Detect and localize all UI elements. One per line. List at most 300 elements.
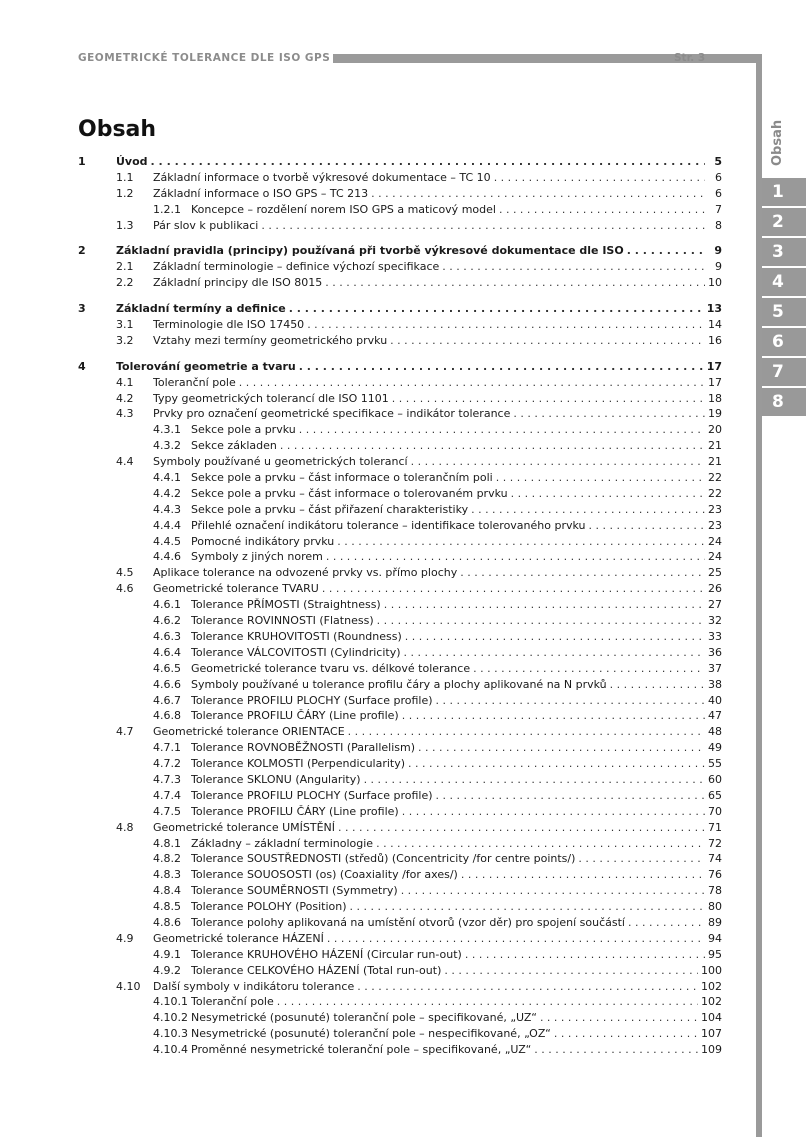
toc-entry-title: Koncepce – rozdělení norem ISO GPS a maticový model bbox=[191, 202, 496, 216]
toc-entry-row[interactable] bbox=[78, 518, 722, 534]
toc-entry-number: 4.8 bbox=[116, 820, 134, 834]
toc-entry-row[interactable] bbox=[78, 899, 722, 915]
toc-leader-dots bbox=[377, 613, 705, 629]
toc-entry-title: Tolerance PŘÍMOSTI (Straightness) bbox=[191, 598, 381, 612]
toc-entry-page: 89 bbox=[708, 915, 722, 929]
toc-entry-number: 4.10.3 bbox=[153, 1027, 188, 1041]
toc-entry-row[interactable] bbox=[78, 1042, 722, 1058]
toc-entry-row[interactable] bbox=[78, 218, 722, 234]
toc-entry-row[interactable] bbox=[78, 186, 722, 202]
toc-leader-dots bbox=[299, 359, 704, 375]
toc-entry-row[interactable] bbox=[78, 502, 722, 518]
toc-leader-dots bbox=[376, 836, 705, 852]
toc-entry-number: 4.8.3 bbox=[153, 868, 181, 882]
toc-entry-title: Další symboly v indikátoru tolerance bbox=[153, 979, 355, 993]
toc-entry-line bbox=[191, 645, 722, 661]
toc-entry-page: 18 bbox=[708, 391, 722, 405]
toc-entry-number: 4.8.6 bbox=[153, 915, 181, 929]
toc-entry-title: Tolerance VÁLCOVITOSTI (Cylindricity) bbox=[191, 645, 401, 659]
toc-entry-page: 24 bbox=[708, 550, 722, 564]
toc-entry-line bbox=[191, 899, 722, 915]
toc-entry-row[interactable] bbox=[78, 454, 722, 470]
toc-leader-dots bbox=[408, 756, 705, 772]
toc-leader-dots bbox=[405, 629, 705, 645]
toc-entry-title: Geometrické tolerance TVARU bbox=[153, 582, 319, 596]
toc-entry-row[interactable] bbox=[78, 804, 722, 820]
toc-entry-line bbox=[153, 259, 722, 275]
toc-entry-number: 4.4.3 bbox=[153, 502, 181, 516]
toc-entry-row[interactable] bbox=[78, 915, 722, 931]
toc-entry-title: Základní pravidla (principy) používaná při tvorbě výkresové dokumentace dle ISO bbox=[116, 244, 624, 258]
toc-entry-number: 4.6.6 bbox=[153, 677, 181, 691]
toc-entry-row[interactable] bbox=[78, 391, 722, 407]
toc-entry-page: 109 bbox=[701, 1043, 722, 1057]
toc-leader-dots bbox=[350, 899, 705, 915]
toc-entry-line bbox=[191, 422, 722, 438]
toc-entry-row[interactable] bbox=[78, 486, 722, 502]
toc-entry-number: 4.3 bbox=[116, 407, 134, 421]
toc-entry-row[interactable] bbox=[78, 867, 722, 883]
toc-entry-page: 102 bbox=[701, 995, 722, 1009]
toc-entry-page: 8 bbox=[715, 218, 722, 232]
toc-entry-number: 4.4 bbox=[116, 455, 134, 469]
toc-entry-title: Tolerance polohy aplikovaná na umístění otvorů (vzor děr) pro spojení součástí bbox=[191, 915, 625, 929]
toc-entry-page: 100 bbox=[701, 963, 722, 977]
toc-entry-title: Tolerance POLOHY (Position) bbox=[191, 900, 347, 914]
toc-entry-line bbox=[153, 275, 722, 291]
toc-entry-row[interactable] bbox=[78, 534, 722, 550]
toc-leader-dots bbox=[465, 947, 705, 963]
toc-entry-number: 4.4.2 bbox=[153, 486, 181, 500]
toc-entry-row[interactable] bbox=[78, 836, 722, 852]
toc-entry-row[interactable] bbox=[78, 979, 722, 995]
toc-entry-row[interactable] bbox=[78, 756, 722, 772]
toc-entry-number: 4.7 bbox=[116, 725, 134, 739]
toc-entry-page: 6 bbox=[715, 170, 722, 184]
toc-entry-title: Tolerance PROFILU PLOCHY (Surface profile) bbox=[191, 693, 433, 707]
toc-entry-line bbox=[191, 549, 722, 565]
toc-entry-title: Sekce pole a prvku – část přiřazení charakteristiky bbox=[191, 502, 469, 516]
toc-leader-dots bbox=[496, 470, 705, 486]
table-of-contents bbox=[78, 154, 722, 1058]
toc-entry-line bbox=[116, 359, 722, 375]
toc-entry-line bbox=[191, 661, 722, 677]
toc-entry-line bbox=[153, 170, 722, 186]
toc-chapter-row[interactable] bbox=[78, 154, 722, 170]
toc-entry-number: 4.6.8 bbox=[153, 709, 181, 723]
toc-entry-row[interactable] bbox=[78, 275, 722, 291]
side-tab-8[interactable]: 8 bbox=[762, 388, 806, 416]
toc-entry-line bbox=[153, 391, 722, 407]
toc-entry-number: 4.2 bbox=[116, 391, 134, 405]
toc-entry-row[interactable] bbox=[78, 788, 722, 804]
toc-entry-title: Tolerance KRUHOVÉHO HÁZENÍ (Circular run-out) bbox=[191, 947, 462, 961]
toc-leader-dots bbox=[444, 963, 698, 979]
toc-entry-line bbox=[191, 470, 722, 486]
toc-leader-dots bbox=[384, 597, 705, 613]
toc-entry-page: 55 bbox=[708, 757, 722, 771]
toc-entry-line bbox=[191, 534, 722, 550]
toc-entry-page: 47 bbox=[708, 709, 722, 723]
toc-entry-row[interactable] bbox=[78, 1010, 722, 1026]
toc-entry-row[interactable] bbox=[78, 772, 722, 788]
toc-entry-title: Základní terminologie – definice výchozí specifikace bbox=[153, 260, 440, 274]
toc-leader-dots bbox=[151, 154, 705, 170]
toc-leader-dots bbox=[436, 788, 705, 804]
toc-entry-number: 3.1 bbox=[116, 318, 134, 332]
toc-entry-title: Toleranční pole bbox=[153, 375, 236, 389]
side-tab-4[interactable]: 4 bbox=[762, 268, 806, 296]
toc-entry-number: 4.6.1 bbox=[153, 598, 181, 612]
toc-entry-page: 65 bbox=[708, 788, 722, 802]
toc-entry-page: 19 bbox=[708, 407, 722, 421]
toc-entry-line bbox=[191, 772, 722, 788]
toc-entry-page: 95 bbox=[708, 947, 722, 961]
toc-entry-page: 6 bbox=[715, 186, 722, 200]
toc-entry-page: 23 bbox=[708, 502, 722, 516]
toc-entry-title: Nesymetrické (posunuté) toleranční pole – specifikované, „UZ“ bbox=[191, 1011, 537, 1025]
toc-entry-row[interactable] bbox=[78, 202, 722, 218]
toc-entry-row[interactable] bbox=[78, 693, 722, 709]
toc-entry-page: 94 bbox=[708, 931, 722, 945]
toc-entry-number: 4.4.1 bbox=[153, 471, 181, 485]
toc-entry-line bbox=[191, 756, 722, 772]
toc-entry-title: Aplikace tolerance na odvozené prvky vs. přímo plochy bbox=[153, 566, 458, 580]
toc-entry-title: Tolerance KRUHOVITOSTI (Roundness) bbox=[191, 629, 402, 643]
toc-entry-page: 60 bbox=[708, 772, 722, 786]
toc-entry-page: 76 bbox=[708, 868, 722, 882]
toc-entry-title: Terminologie dle ISO 17450 bbox=[153, 318, 305, 332]
toc-entry-number: 4.1 bbox=[116, 375, 134, 389]
toc-leader-dots bbox=[277, 994, 698, 1010]
toc-entry-row[interactable] bbox=[78, 1026, 722, 1042]
side-tab-obsah-label: Obsah bbox=[770, 119, 785, 166]
toc-entry-title: Tolerance ROVINNOSTI (Flatness) bbox=[191, 614, 374, 628]
toc-entry-title: Toleranční pole bbox=[191, 995, 274, 1009]
toc-entry-row[interactable] bbox=[78, 317, 722, 333]
toc-entry-page: 26 bbox=[708, 582, 722, 596]
toc-entry-line bbox=[191, 994, 722, 1010]
side-tab-7[interactable]: 7 bbox=[762, 358, 806, 386]
toc-entry-row[interactable] bbox=[78, 581, 722, 597]
side-tab-6[interactable]: 6 bbox=[762, 328, 806, 356]
toc-entry-line bbox=[191, 518, 722, 534]
toc-entry-number: 4.7.2 bbox=[153, 757, 181, 771]
side-tab-5[interactable]: 5 bbox=[762, 298, 806, 326]
toc-entry-row[interactable] bbox=[78, 549, 722, 565]
toc-entry-title: Sekce pole a prvku – část informace o tolerančním poli bbox=[191, 471, 493, 485]
toc-leader-dots bbox=[326, 549, 705, 565]
toc-entry-title: Úvod bbox=[116, 155, 148, 168]
toc-entry-title: Symboly používané u tolerance profilu čáry a plochy aplikované na N prvků bbox=[191, 677, 607, 691]
toc-entry-page: 13 bbox=[706, 302, 722, 316]
toc-leader-dots bbox=[511, 486, 705, 502]
toc-entry-row[interactable] bbox=[78, 677, 722, 693]
toc-entry-title: Geometrické tolerance ORIENTACE bbox=[153, 725, 345, 739]
toc-leader-dots bbox=[404, 645, 705, 661]
toc-entry-line bbox=[153, 724, 722, 740]
toc-entry-row[interactable] bbox=[78, 613, 722, 629]
toc-entry-number: 1.1 bbox=[116, 170, 134, 184]
toc-leader-dots bbox=[471, 502, 705, 518]
toc-entry-line bbox=[191, 851, 722, 867]
toc-leader-dots bbox=[261, 218, 705, 234]
toc-leader-dots bbox=[307, 317, 705, 333]
toc-entry-line bbox=[191, 867, 722, 883]
toc-leader-dots bbox=[610, 677, 705, 693]
toc-entry-line bbox=[191, 677, 722, 693]
toc-entry-row[interactable] bbox=[78, 963, 722, 979]
toc-leader-dots bbox=[442, 259, 705, 275]
toc-entry-page: 80 bbox=[708, 900, 722, 914]
toc-entry-row[interactable] bbox=[78, 851, 722, 867]
toc-entry-title: Geometrické tolerance tvaru vs. délkové tolerance bbox=[191, 661, 471, 675]
toc-entry-line bbox=[191, 708, 722, 724]
toc-entry-row[interactable] bbox=[78, 820, 722, 836]
toc-chapter-row[interactable] bbox=[78, 301, 722, 317]
toc-entry-number: 4.8.4 bbox=[153, 884, 181, 898]
toc-leader-dots bbox=[473, 661, 705, 677]
toc-entry-page: 14 bbox=[708, 318, 722, 332]
toc-entry-title: Přilehlé označení indikátoru tolerance – identifikace tolerovaného prvku bbox=[191, 518, 586, 532]
toc-leader-dots bbox=[239, 375, 705, 391]
toc-entry-title: Typy geometrických tolerancí dle ISO 1101 bbox=[153, 391, 389, 405]
toc-leader-dots bbox=[436, 693, 705, 709]
toc-entry-line bbox=[153, 406, 722, 422]
toc-entry-line bbox=[153, 375, 722, 391]
toc-entry-number: 2.2 bbox=[116, 276, 134, 290]
toc-entry-number: 1.2.1 bbox=[153, 202, 181, 216]
toc-entry-line bbox=[153, 581, 722, 597]
toc-entry-title: Sekce pole a prvku bbox=[191, 423, 296, 437]
toc-entry-title: Tolerance SOUMĚRNOSTI (Symmetry) bbox=[191, 884, 398, 898]
toc-entry-line bbox=[191, 963, 722, 979]
toc-leader-dots bbox=[627, 243, 705, 259]
toc-entry-page: 21 bbox=[708, 439, 722, 453]
toc-entry-title: Základní informace o ISO GPS – TC 213 bbox=[153, 186, 369, 200]
toc-entry-row[interactable] bbox=[78, 661, 722, 677]
toc-entry-page: 17 bbox=[708, 375, 722, 389]
toc-entry-page: 5 bbox=[714, 155, 722, 168]
toc-entry-row[interactable] bbox=[78, 597, 722, 613]
toc-leader-dots bbox=[411, 454, 705, 470]
toc-leader-dots bbox=[540, 1010, 698, 1026]
toc-entry-row[interactable] bbox=[78, 708, 722, 724]
toc-entry-line bbox=[116, 301, 722, 317]
toc-leader-dots bbox=[628, 915, 705, 931]
toc-entry-line bbox=[153, 931, 722, 947]
toc-entry-row[interactable] bbox=[78, 883, 722, 899]
toc-entry-line bbox=[191, 502, 722, 518]
toc-entry-page: 78 bbox=[708, 884, 722, 898]
toc-entry-line bbox=[153, 218, 722, 234]
toc-entry-title: Základny – základní terminologie bbox=[191, 836, 374, 850]
toc-entry-row[interactable] bbox=[78, 438, 722, 454]
page-title: Obsah bbox=[78, 117, 157, 142]
toc-entry-page: 7 bbox=[715, 202, 722, 216]
side-tab-1[interactable]: 1 bbox=[762, 178, 806, 206]
toc-entry-number: 4.6 bbox=[116, 582, 134, 596]
toc-leader-dots bbox=[460, 565, 705, 581]
toc-entry-page: 24 bbox=[708, 534, 722, 548]
toc-entry-number: 4.9 bbox=[116, 931, 134, 945]
toc-entry-title: Proměnné nesymetrické toleranční pole – specifikované, „UZ“ bbox=[191, 1043, 532, 1057]
toc-entry-title: Symboly z jiných norem bbox=[191, 550, 323, 564]
toc-entry-row[interactable] bbox=[78, 629, 722, 645]
toc-entry-number: 4.6.7 bbox=[153, 693, 181, 707]
toc-leader-dots bbox=[401, 883, 705, 899]
header-page-number: Str. 3 bbox=[674, 52, 706, 64]
toc-entry-number: 4 bbox=[78, 359, 86, 373]
toc-entry-page: 9 bbox=[715, 260, 722, 274]
toc-entry-page: 23 bbox=[708, 518, 722, 532]
toc-entry-line bbox=[191, 1026, 722, 1042]
toc-leader-dots bbox=[513, 406, 705, 422]
toc-entry-title: Tolerance SKLONU (Angularity) bbox=[191, 772, 361, 786]
toc-entry-page: 102 bbox=[701, 979, 722, 993]
toc-entry-title: Tolerance ROVNOBĚŽNOSTI (Parallelism) bbox=[191, 741, 415, 755]
toc-entry-number: 1 bbox=[78, 155, 86, 168]
toc-entry-page: 25 bbox=[708, 566, 722, 580]
toc-entry-line bbox=[191, 740, 722, 756]
toc-entry-page: 107 bbox=[701, 1027, 722, 1041]
toc-entry-line bbox=[191, 1010, 722, 1026]
toc-entry-title: Tolerování geometrie a tvaru bbox=[116, 359, 296, 373]
toc-entry-number: 4.7.3 bbox=[153, 772, 181, 786]
toc-entry-title: Tolerance CELKOVÉHO HÁZENÍ (Total run-out) bbox=[191, 963, 442, 977]
toc-entry-row[interactable] bbox=[78, 994, 722, 1010]
toc-entry-row[interactable] bbox=[78, 645, 722, 661]
toc-entry-line bbox=[191, 947, 722, 963]
toc-entry-page: 22 bbox=[708, 471, 722, 485]
toc-entry-number: 4.10.4 bbox=[153, 1043, 188, 1057]
toc-entry-line bbox=[153, 454, 722, 470]
toc-chapter-row[interactable] bbox=[78, 359, 722, 375]
toc-entry-page: 16 bbox=[708, 333, 722, 347]
toc-leader-dots bbox=[461, 867, 705, 883]
toc-entry-title: Geometrické tolerance UMÍSTĚNÍ bbox=[153, 820, 336, 834]
toc-leader-dots bbox=[337, 534, 705, 550]
toc-entry-line bbox=[116, 154, 722, 170]
toc-entry-line bbox=[191, 915, 722, 931]
toc-entry-row[interactable] bbox=[78, 406, 722, 422]
toc-entry-number: 4.8.2 bbox=[153, 852, 181, 866]
toc-leader-dots bbox=[327, 931, 705, 947]
toc-leader-dots bbox=[390, 333, 705, 349]
toc-entry-page: 49 bbox=[708, 741, 722, 755]
toc-leader-dots bbox=[338, 820, 705, 836]
running-header bbox=[78, 52, 728, 66]
toc-entry-title: Vztahy mezi termíny geometrického prvku bbox=[153, 333, 388, 347]
toc-leader-dots bbox=[392, 391, 705, 407]
toc-leader-dots bbox=[578, 851, 705, 867]
toc-entry-row[interactable] bbox=[78, 724, 722, 740]
toc-entry-line bbox=[191, 1042, 722, 1058]
toc-entry-title: Nesymetrické (posunuté) toleranční pole – nespecifikované, „OZ“ bbox=[191, 1027, 551, 1041]
toc-entry-number: 3.2 bbox=[116, 333, 134, 347]
toc-entry-number: 4.7.1 bbox=[153, 741, 181, 755]
toc-entry-title: Sekce základen bbox=[191, 439, 277, 453]
toc-entry-title: Základní informace o tvorbě výkresové dokumentace – TC 10 bbox=[153, 170, 491, 184]
toc-entry-title: Základní termíny a definice bbox=[116, 302, 286, 316]
toc-leader-dots bbox=[534, 1042, 698, 1058]
toc-entry-number: 4.6.2 bbox=[153, 614, 181, 628]
toc-entry-row[interactable] bbox=[78, 422, 722, 438]
toc-entry-number: 4.9.1 bbox=[153, 947, 181, 961]
toc-leader-dots bbox=[589, 518, 705, 534]
toc-leader-dots bbox=[418, 740, 705, 756]
toc-entry-title: Pomocné indikátory prvku bbox=[191, 534, 335, 548]
toc-entry-title: Sekce pole a prvku – část informace o tolerovaném prvku bbox=[191, 486, 508, 500]
toc-entry-line bbox=[191, 613, 722, 629]
toc-entry-line bbox=[153, 317, 722, 333]
toc-entry-page: 32 bbox=[708, 614, 722, 628]
toc-entry-number: 1.3 bbox=[116, 218, 134, 232]
toc-entry-number: 1.2 bbox=[116, 186, 134, 200]
toc-entry-page: 22 bbox=[708, 486, 722, 500]
toc-entry-number: 4.10 bbox=[116, 979, 141, 993]
toc-entry-number: 4.6.5 bbox=[153, 661, 181, 675]
toc-entry-row[interactable] bbox=[78, 259, 722, 275]
toc-leader-dots bbox=[371, 186, 705, 202]
side-tab-obsah[interactable] bbox=[762, 118, 798, 170]
toc-entry-number: 4.9.2 bbox=[153, 963, 181, 977]
toc-entry-number: 2 bbox=[78, 244, 86, 258]
toc-entry-line bbox=[191, 804, 722, 820]
toc-entry-row[interactable] bbox=[78, 565, 722, 581]
side-tab-2[interactable]: 2 bbox=[762, 208, 806, 236]
toc-entry-line bbox=[191, 693, 722, 709]
toc-entry-line bbox=[116, 243, 722, 259]
toc-entry-row[interactable] bbox=[78, 470, 722, 486]
toc-entry-row[interactable] bbox=[78, 947, 722, 963]
toc-leader-dots bbox=[499, 202, 705, 218]
toc-entry-number: 4.4.4 bbox=[153, 518, 181, 532]
toc-entry-row[interactable] bbox=[78, 333, 722, 349]
toc-entry-row[interactable] bbox=[78, 170, 722, 186]
toc-entry-line bbox=[153, 820, 722, 836]
toc-entry-page: 36 bbox=[708, 645, 722, 659]
toc-leader-dots bbox=[364, 772, 705, 788]
toc-entry-line bbox=[191, 438, 722, 454]
toc-entry-page: 9 bbox=[714, 244, 722, 258]
toc-leader-dots bbox=[554, 1026, 698, 1042]
toc-entry-page: 48 bbox=[708, 725, 722, 739]
toc-chapter-row[interactable] bbox=[78, 243, 722, 259]
toc-entry-number: 4.3.1 bbox=[153, 423, 181, 437]
toc-entry-row[interactable] bbox=[78, 375, 722, 391]
toc-entry-line bbox=[153, 979, 722, 995]
toc-entry-line bbox=[191, 629, 722, 645]
toc-entry-page: 38 bbox=[708, 677, 722, 691]
toc-entry-page: 33 bbox=[708, 629, 722, 643]
toc-entry-page: 37 bbox=[708, 661, 722, 675]
side-tab-3[interactable]: 3 bbox=[762, 238, 806, 266]
toc-entry-number: 4.4.5 bbox=[153, 534, 181, 548]
toc-entry-number: 4.10.2 bbox=[153, 1011, 188, 1025]
toc-entry-title: Symboly používané u geometrických tolerancí bbox=[153, 455, 408, 469]
toc-entry-page: 21 bbox=[708, 455, 722, 469]
toc-entry-title: Základní principy dle ISO 8015 bbox=[153, 276, 323, 290]
toc-leader-dots bbox=[357, 979, 698, 995]
toc-entry-row[interactable] bbox=[78, 740, 722, 756]
toc-entry-page: 10 bbox=[708, 276, 722, 290]
toc-entry-page: 74 bbox=[708, 852, 722, 866]
toc-entry-row[interactable] bbox=[78, 931, 722, 947]
toc-entry-line bbox=[191, 486, 722, 502]
toc-entry-line bbox=[153, 186, 722, 202]
toc-entry-number: 4.7.4 bbox=[153, 788, 181, 802]
